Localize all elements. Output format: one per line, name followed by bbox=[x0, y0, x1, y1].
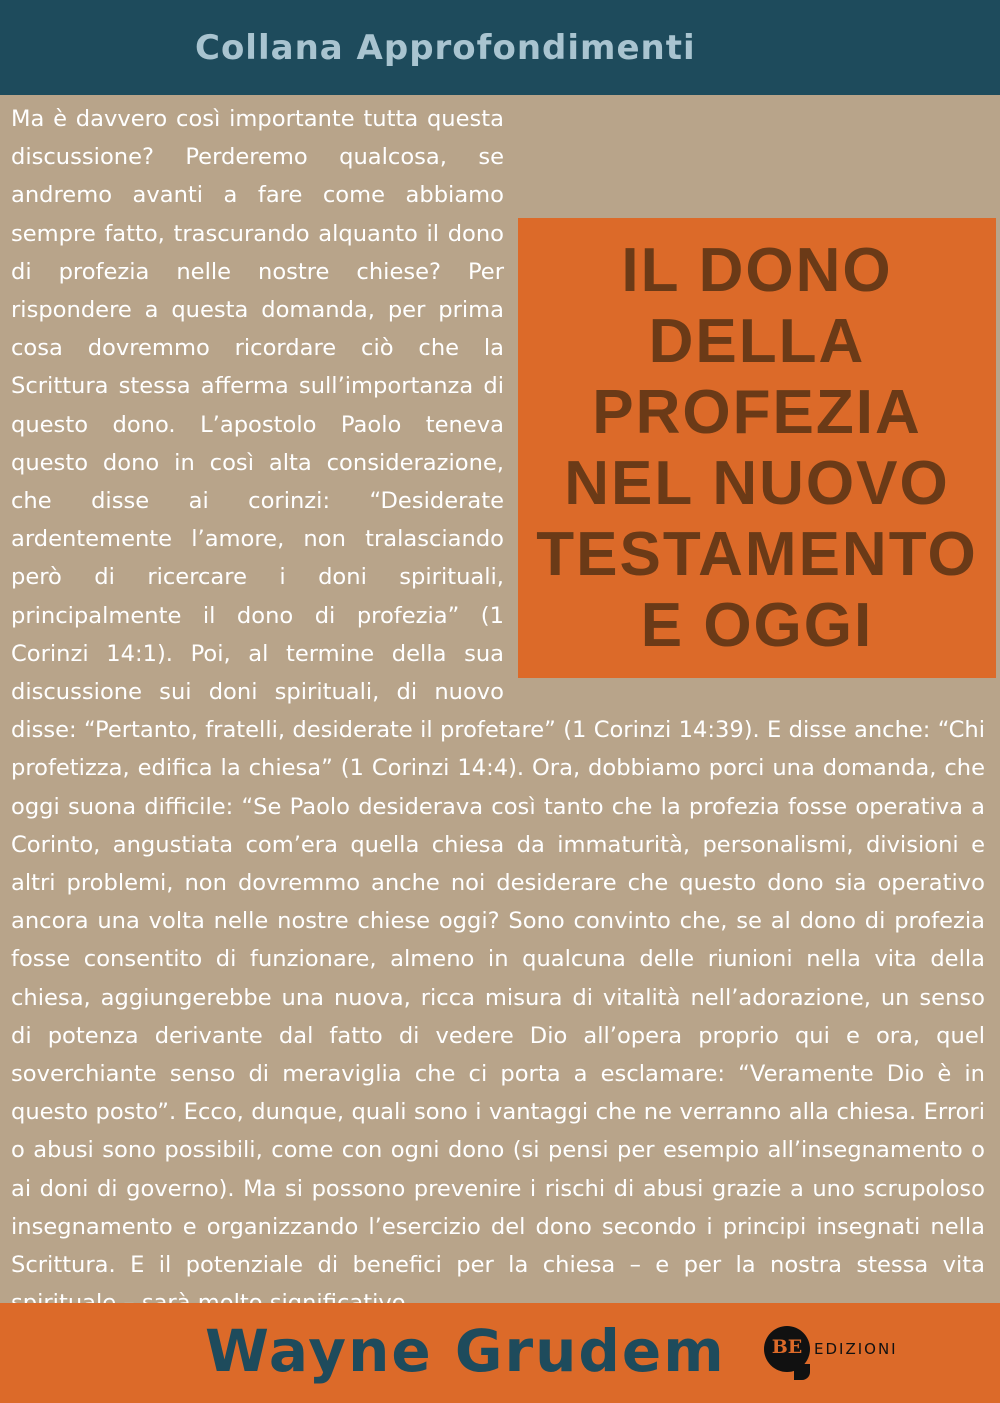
title-line: TESTAMENTO bbox=[536, 520, 978, 589]
body-paragraph: Ma è davvero così importante tutta questa discussione? Perderemo qualcosa, se andremo avanti a fare come abbiamo sempre fatto, trascurando alquanto il dono di profezia nelle nostre chiese? Per rispondere a questa domanda, per prima cosa dovremmo ricordare ciò che la Scrittura stessa afferma sull’importanza di questo dono. L’apostolo Paolo teneva questo dono in così alta considerazione, che disse ai corinzi: “Desiderate ardentemente l’amore, non tralasciando però di ricercare i doni spirituali, principalmente il dono di profezia” (1 Corinzi 14:1). Poi, al termine della sua discussione sui doni spirituali, di nuovo disse: “Pertanto, fratelli, desiderate il profetare” (1 Corinzi 14:39). E disse anche: “Chi profetizza, edifica la chiesa” (1 Corinzi 14:4). Ora, dobbiamo porci una domanda, che oggi suona difficile: “Se Paolo desiderava così tanto che la profezia fosse operativa a Corinto, angustiata com’era quella chiesa da immaturità, personalismi, divisioni e altri problemi, non dovremmo anche noi desiderare che questo dono sia operativo ancora una volta nelle nostre chiese oggi? Sono convinto che, se al dono di profezia fosse consentito di funzionare, almeno in qualcuna delle riunioni nella vita della chiesa, aggiungerebbe una nuova, ricca misura di vitalità nell’adorazione, un senso di potenza derivante dal fatto di vedere Dio all’opera proprio qui e ora, quel soverchiante senso di meraviglia che ci porta a esclamare: “Veramente Dio è in questo posto”. Ecco, dunque, quali sono i vantaggi che ne verranno alla chiesa. Errori o abusi sono possibili, come con ogni dono (si pensi per esempio all’insegnamento o ai doni di governo). Ma si possono prevenire i rischi di abusi grazie a uno scrupoloso insegnamento e organizzando l’esercizio del dono secondo i principi insegnati nella Scrittura. E il potenziale di benefici per la chiesa – e per la nostra stessa vita bbox=[11, 106, 985, 1279]
title-line: E OGGI bbox=[640, 591, 874, 660]
publisher-logo-letters: BE bbox=[771, 1336, 803, 1358]
back-cover-text bbox=[11, 100, 985, 1290]
title-line: PROFEZIA bbox=[592, 378, 922, 447]
publisher-name: EDIZIONI bbox=[814, 1340, 898, 1358]
title-line: DELLA bbox=[648, 307, 866, 376]
series-label: Collana Approfondimenti bbox=[195, 28, 696, 68]
title-line: NEL NUOVO bbox=[564, 449, 950, 518]
title-line: IL DONO bbox=[621, 236, 893, 305]
series-header-bar bbox=[0, 0, 1000, 95]
author-name: Wayne Grudem bbox=[205, 1317, 726, 1385]
book-title bbox=[536, 235, 977, 661]
footer-bar bbox=[0, 1303, 1000, 1403]
title-box bbox=[518, 218, 996, 678]
publisher-logo-icon bbox=[764, 1326, 810, 1372]
